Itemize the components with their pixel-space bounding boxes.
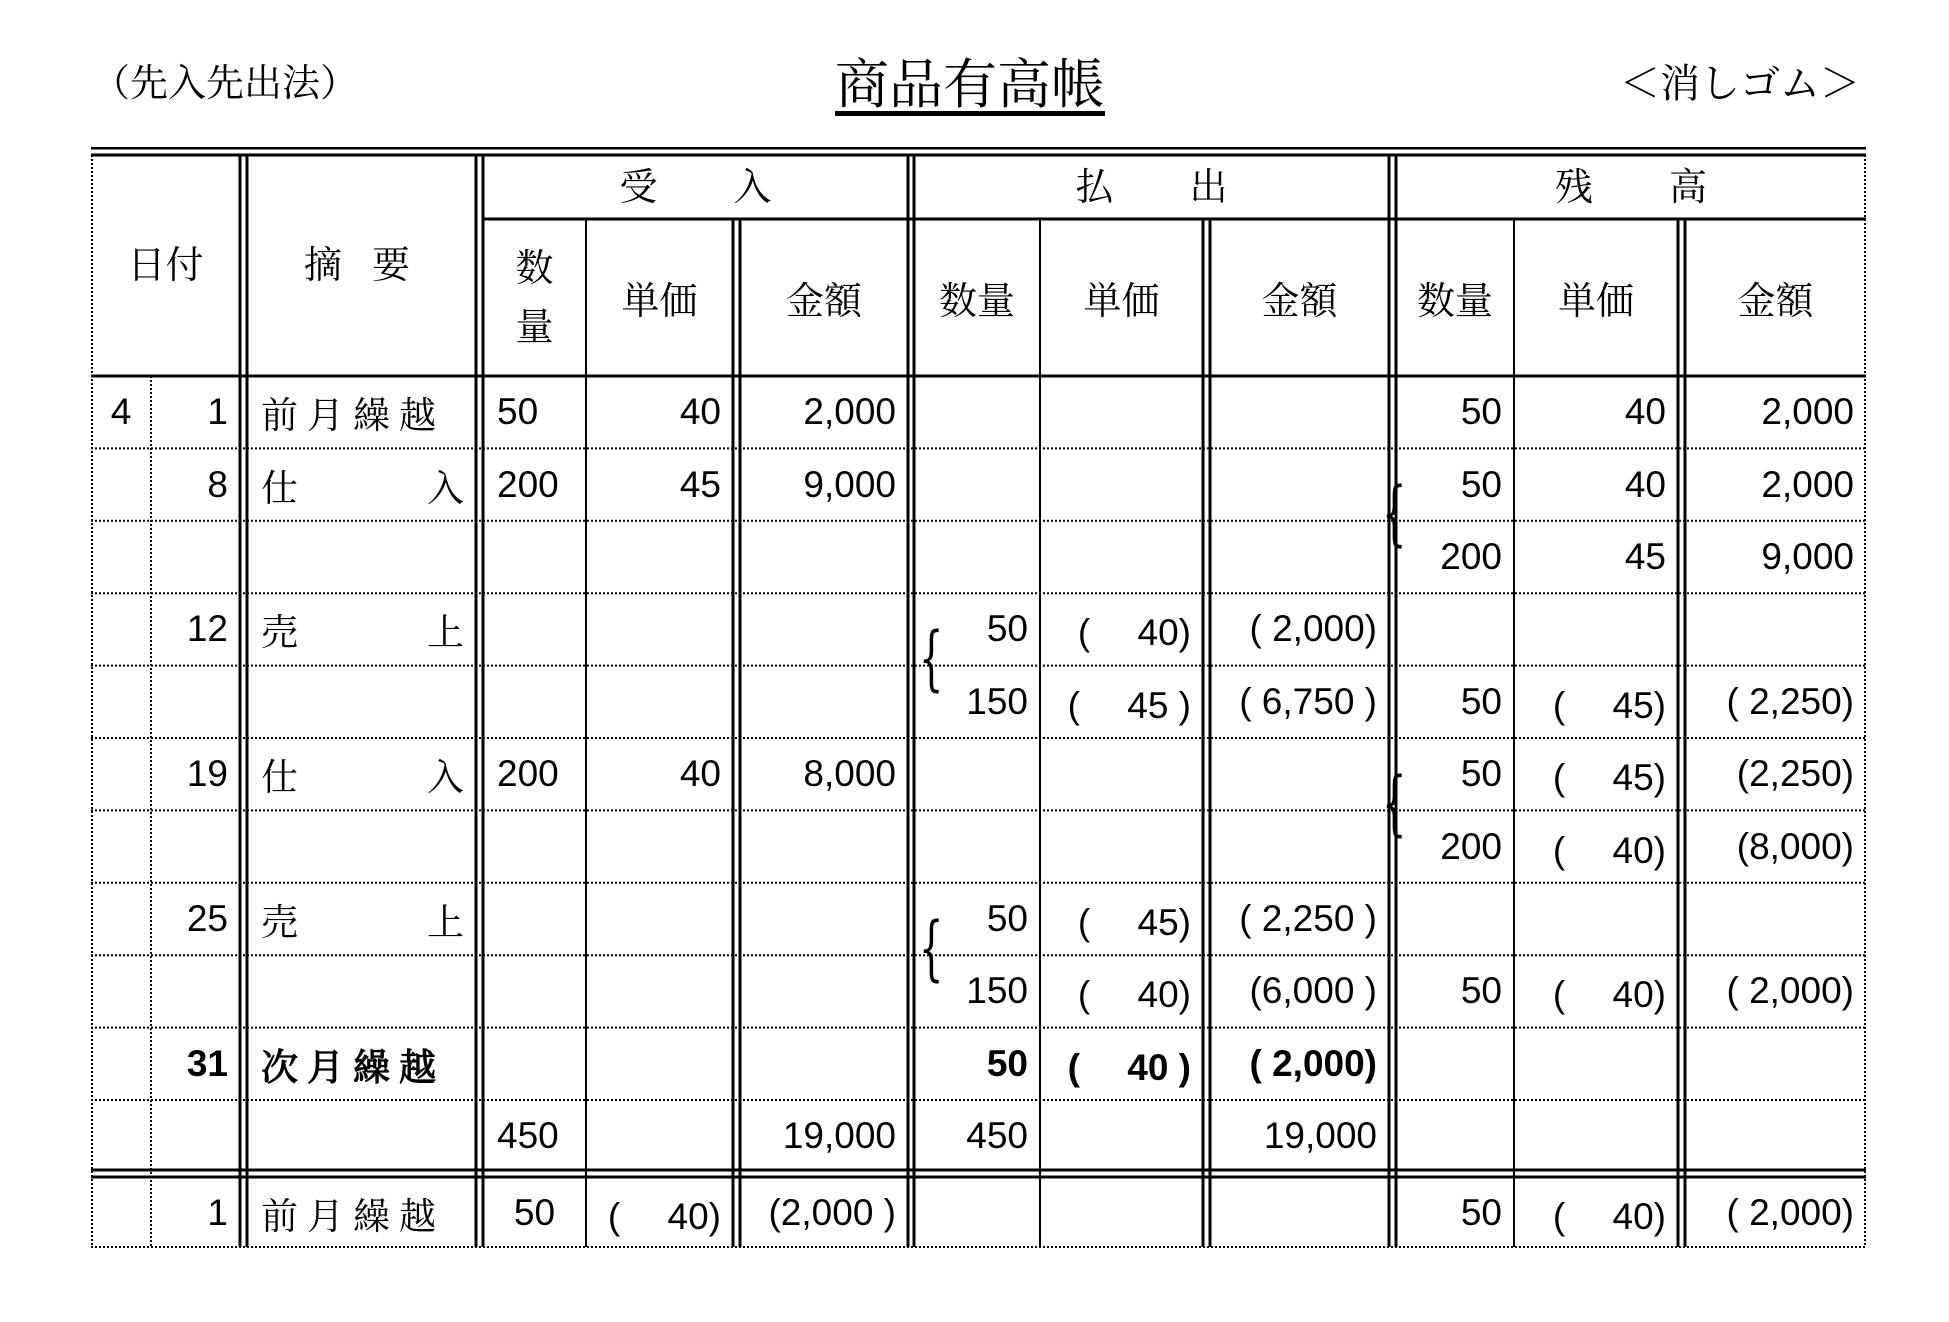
r-value-cell — [586, 955, 733, 1027]
r-value-cell: 9,000 — [803, 463, 896, 505]
b-value-cell — [1514, 593, 1678, 665]
i-value-cell: 450 — [966, 1115, 1028, 1157]
summary-cell: 上 — [427, 612, 464, 654]
month-cell — [91, 1177, 151, 1249]
i-value-cell — [914, 376, 1040, 448]
month-cell — [91, 738, 151, 810]
r-value-cell — [483, 521, 586, 593]
r-value-cell — [586, 666, 733, 738]
i-value-cell — [1040, 1177, 1203, 1249]
header-balance-qty: 数量 — [1416, 279, 1493, 323]
r-value-cell — [740, 593, 908, 665]
b-value-cell — [1396, 883, 1514, 955]
b-value-cell — [1685, 1100, 1866, 1172]
i-value-cell — [914, 448, 1040, 520]
month-cell — [91, 521, 151, 593]
i-value-cell: 150 — [966, 680, 1028, 722]
r-value-cell: (2,000 ) — [768, 1192, 896, 1233]
b-value-cell — [1514, 1028, 1678, 1100]
b-value-cell: 200 — [1440, 825, 1502, 867]
b-value-cell — [1396, 1100, 1514, 1172]
b-value-cell — [1685, 883, 1866, 955]
issue-brace: { — [919, 906, 944, 989]
i-value-cell: ( 40) — [1077, 974, 1191, 1016]
b-value-cell — [1396, 1028, 1514, 1100]
summary-cell: 仕 — [261, 757, 298, 799]
r-value-cell: 19,000 — [782, 1115, 896, 1157]
day-cell: 1 — [207, 391, 228, 433]
r-value-cell — [483, 810, 586, 882]
day-cell: 12 — [186, 608, 228, 650]
summary-cell — [247, 666, 476, 738]
r-value-cell: 45 — [679, 463, 721, 505]
b-value-cell: ( 40) — [1552, 829, 1666, 871]
r-value-cell: ( 40) — [607, 1196, 721, 1237]
b-value-cell: 50 — [1460, 680, 1502, 722]
header-issue-amount: 金額 — [1261, 279, 1338, 323]
r-value-cell — [483, 883, 586, 955]
day-cell — [151, 955, 240, 1027]
summary-cell: 前月繰越 — [261, 394, 445, 438]
summary-cell: 売 — [261, 612, 298, 654]
r-value-cell — [483, 593, 586, 665]
b-value-cell: ( 2,000) — [1726, 1192, 1854, 1233]
i-value-cell — [1040, 521, 1203, 593]
i-value-cell — [1210, 810, 1389, 882]
r-value-cell — [740, 666, 908, 738]
i-value-cell — [1210, 448, 1389, 520]
r-value-cell — [586, 1028, 733, 1100]
month-cell — [91, 883, 151, 955]
summary-cell — [247, 955, 476, 1027]
header-receipt: 受 入 — [619, 164, 772, 209]
r-value-cell — [586, 593, 733, 665]
i-value-cell — [1210, 376, 1389, 448]
day-cell — [151, 521, 240, 593]
header-balance: 残 高 — [1554, 164, 1707, 209]
header-balance-price: 単価 — [1557, 279, 1634, 323]
i-value-cell: (6,000 ) — [1249, 970, 1377, 1012]
header-balance-amount: 金額 — [1737, 279, 1814, 323]
r-value-cell — [483, 1028, 586, 1100]
i-value-cell — [1040, 1100, 1203, 1172]
month-cell — [91, 593, 151, 665]
b-value-cell: 9,000 — [1761, 535, 1854, 577]
i-value-cell: 150 — [966, 970, 1028, 1012]
r-value-cell — [740, 955, 908, 1027]
day-cell: 25 — [186, 897, 228, 939]
i-value-cell — [1210, 1177, 1389, 1249]
summary-cell: 前月繰越 — [261, 1195, 445, 1238]
summary-cell: 次月繰越 — [261, 1045, 445, 1089]
i-value-cell — [1210, 521, 1389, 593]
summary-cell — [247, 1100, 476, 1172]
b-value-cell: ( 45) — [1552, 684, 1666, 726]
r-value-cell: 2,000 — [803, 391, 896, 433]
i-value-cell — [1040, 376, 1203, 448]
b-value-cell — [1514, 1100, 1678, 1172]
i-value-cell — [1040, 448, 1203, 520]
b-value-cell — [1514, 883, 1678, 955]
day-cell: 19 — [186, 753, 228, 795]
header-date: 日付 — [127, 243, 204, 287]
b-value-cell: ( 2,250) — [1726, 680, 1854, 722]
i-value-cell — [914, 738, 1040, 810]
r-value-cell — [586, 883, 733, 955]
i-value-cell — [914, 810, 1040, 882]
r-value-cell — [483, 666, 586, 738]
header-receipt-qty: 数 量 — [515, 245, 554, 349]
issue-brace: { — [919, 617, 944, 700]
b-value-cell — [1685, 593, 1866, 665]
i-value-cell: ( 45 ) — [1067, 684, 1191, 726]
i-value-cell: ( 2,000) — [1249, 1042, 1377, 1084]
month-cell: 4 — [110, 391, 132, 433]
b-value-cell: 2,000 — [1761, 391, 1854, 433]
b-value-cell: 40 — [1624, 391, 1666, 433]
month-cell — [91, 448, 151, 520]
day-cell: 31 — [186, 1042, 228, 1084]
b-value-cell: ( 45) — [1552, 757, 1666, 799]
b-value-cell: 45 — [1624, 535, 1666, 577]
method-label: （先入先出法） — [92, 61, 359, 105]
r-value-cell — [740, 810, 908, 882]
i-value-cell — [1210, 738, 1389, 810]
b-value-cell: 50 — [1460, 753, 1502, 795]
inventory-ledger-table — [91, 147, 1866, 1249]
day-cell — [151, 666, 240, 738]
balance-brace: { — [1382, 472, 1407, 555]
month-cell — [91, 955, 151, 1027]
i-value-cell: ( 45) — [1077, 901, 1191, 943]
r-value-cell: 8,000 — [803, 753, 896, 795]
r-value-cell — [740, 1028, 908, 1100]
r-value-cell: 40 — [679, 391, 721, 433]
item-name-label: ＜消しゴム＞ — [1620, 61, 1860, 107]
i-value-cell: 50 — [986, 608, 1028, 650]
r-value-cell: 200 — [497, 463, 559, 505]
r-value-cell — [586, 1100, 733, 1172]
b-value-cell: 50 — [1460, 970, 1502, 1012]
i-value-cell — [914, 521, 1040, 593]
summary-cell: 上 — [427, 901, 464, 943]
b-value-cell: 2,000 — [1761, 463, 1854, 505]
summary-cell: 入 — [427, 757, 464, 799]
i-value-cell: ( 2,250 ) — [1239, 897, 1377, 939]
b-value-cell — [1396, 593, 1514, 665]
balance-brace: { — [1382, 762, 1407, 844]
month-cell — [91, 666, 151, 738]
i-value-cell — [1040, 738, 1203, 810]
i-value-cell: ( 40 ) — [1067, 1046, 1191, 1088]
b-value-cell: ( 40) — [1552, 1196, 1666, 1237]
summary-cell: 売 — [261, 901, 298, 943]
header-receipt-amount: 金額 — [785, 279, 862, 323]
day-cell: 8 — [207, 463, 228, 505]
header-issue-price: 単価 — [1083, 279, 1160, 323]
b-value-cell — [1685, 1028, 1866, 1100]
r-value-cell: 40 — [679, 753, 721, 795]
summary-cell — [247, 810, 476, 882]
month-cell — [91, 1028, 151, 1100]
b-value-cell: (8,000) — [1736, 825, 1854, 867]
i-value-cell: ( 2,000) — [1249, 608, 1377, 650]
r-value-cell — [586, 810, 733, 882]
i-value-cell: ( 40) — [1077, 612, 1191, 654]
day-cell — [151, 810, 240, 882]
i-value-cell — [914, 1177, 1040, 1249]
b-value-cell: 50 — [1460, 1192, 1502, 1233]
day-cell — [151, 1100, 240, 1172]
summary-cell — [247, 521, 476, 593]
month-cell — [91, 1100, 151, 1172]
header-issue-qty: 数量 — [938, 279, 1015, 323]
r-value-cell: 50 — [513, 1192, 556, 1233]
summary-cell: 仕 — [261, 467, 298, 509]
b-value-cell: (2,250) — [1736, 753, 1854, 795]
r-value-cell — [483, 955, 586, 1027]
i-value-cell: ( 6,750 ) — [1239, 680, 1377, 722]
b-value-cell: ( 2,000) — [1726, 970, 1854, 1012]
summary-cell: 入 — [427, 467, 464, 509]
header-summary: 摘 要 — [303, 243, 420, 287]
r-value-cell: 200 — [497, 753, 559, 795]
r-value-cell — [740, 521, 908, 593]
i-value-cell: 50 — [986, 1042, 1028, 1084]
i-value-cell: 19,000 — [1263, 1115, 1377, 1157]
b-value-cell: 50 — [1460, 463, 1502, 505]
header-issue: 払 出 — [1075, 164, 1228, 209]
month-cell — [91, 810, 151, 882]
page-title: 商品有高帳 — [835, 53, 1105, 116]
r-value-cell — [740, 883, 908, 955]
b-value-cell: 40 — [1624, 463, 1666, 505]
r-value-cell: 50 — [497, 391, 539, 433]
i-value-cell — [1040, 810, 1203, 882]
b-value-cell: 200 — [1440, 535, 1502, 577]
b-value-cell: ( 40) — [1552, 974, 1666, 1016]
r-value-cell: 450 — [497, 1115, 559, 1157]
day-cell: 1 — [207, 1192, 228, 1233]
b-value-cell: 50 — [1460, 391, 1502, 433]
r-value-cell — [586, 521, 733, 593]
header-receipt-price: 単価 — [621, 279, 698, 323]
i-value-cell: 50 — [986, 897, 1028, 939]
